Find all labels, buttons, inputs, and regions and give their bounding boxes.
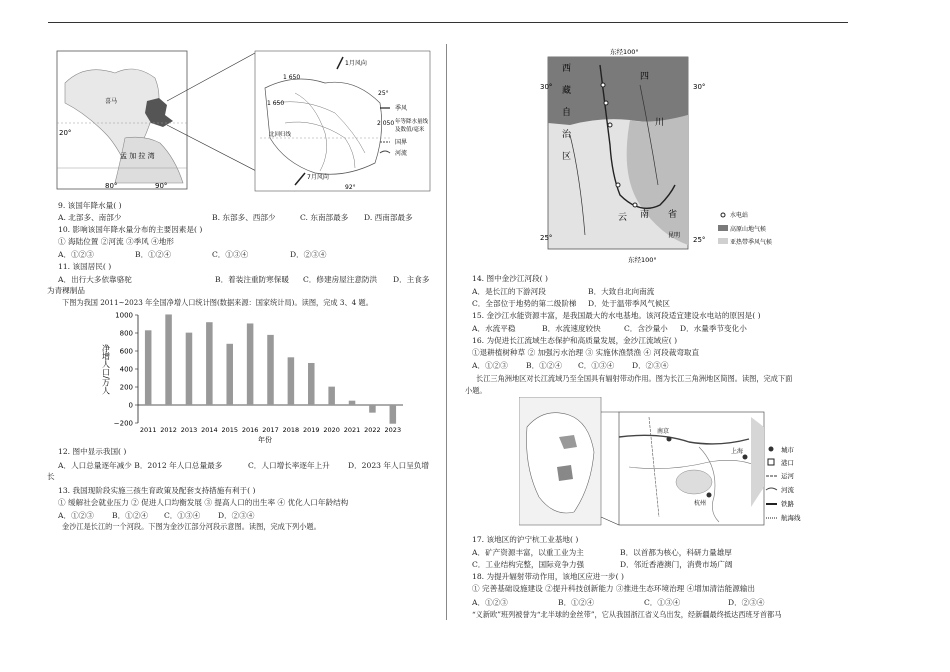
- chart-xtick-label: 2021: [343, 426, 361, 434]
- chart-xtick-label: 2015: [221, 426, 239, 434]
- lake-label: 喜马: [105, 98, 118, 105]
- chart-xtick-label: 2013: [180, 426, 198, 434]
- lat25-left: 25°: [540, 234, 553, 242]
- chart-bar: [226, 344, 233, 405]
- delta-intro: 长江三角洲地区对长江流域乃至全国具有辐射带动作用。图为长江三角洲地区简图。读图，完成下面: [476, 374, 793, 383]
- chart-ytick-label: 200: [119, 383, 133, 392]
- q13-stem: 13. 我国现阶段实施三孩生育政策及配套支持措施有利于( ): [58, 486, 256, 495]
- yangtze-delta-map: [519, 397, 844, 527]
- iso-label-3: 2 050: [377, 120, 395, 127]
- header-rule: [48, 22, 848, 23]
- q10-items: ① 海陆位置 ②河流 ③季风 ④地形: [58, 237, 174, 246]
- lat30-right: 30°: [693, 83, 706, 91]
- legend-port: 港口: [781, 459, 794, 467]
- lon-bottom: 东经100°: [628, 256, 657, 264]
- q13-items: ① 缓解社会就业压力 ② 促进人口均衡发展 ③ 提高人口的出生率 ④ 优化人口年龄结构: [58, 498, 349, 507]
- chart-xlabel: 年份: [258, 436, 272, 444]
- prov-char-3: 云: [618, 213, 628, 223]
- chart-bar: [349, 401, 356, 405]
- chart-bar: [369, 405, 376, 413]
- q11-option-d-cont: 为青稞制品: [47, 286, 85, 295]
- legend-canal: 运河: [781, 472, 794, 480]
- legend-river: 河流: [395, 150, 408, 157]
- q11-option-c[interactable]: C．修建房屋注意防洪: [303, 275, 378, 284]
- q14-option-b[interactable]: B．大致自北向南流: [588, 287, 655, 296]
- jan-wind-label: 1月风向: [345, 60, 367, 67]
- q13-option-a[interactable]: A．①②③: [58, 511, 94, 520]
- river-intro: 金沙江是长江的一个河段。下图为金沙江部分河段示意图。读图，完成下列小题。: [62, 522, 321, 531]
- region-char-4: 治: [562, 130, 572, 140]
- jinsha-river-map: [540, 45, 830, 265]
- q12-stem: 12. 图中显示我国( ): [58, 447, 127, 456]
- lon92-label: 92°: [345, 184, 356, 191]
- legend-power: 水电站: [730, 212, 749, 219]
- chart-bar: [308, 363, 315, 405]
- chart-bar: [390, 405, 397, 424]
- chart-bar: [206, 322, 213, 405]
- legend-iso2: 及数值/毫米: [395, 127, 425, 133]
- q10-option-b[interactable]: B．①②④: [135, 250, 171, 259]
- q18-option-b[interactable]: B．①②④: [558, 598, 594, 607]
- q9-stem: 9. 该国年降水量( ): [58, 201, 122, 210]
- chart-ytick-label: 800: [119, 329, 133, 338]
- q11-stem: 11. 该国居民( ): [58, 262, 112, 271]
- q14-option-a[interactable]: A．是长江的下游河段: [472, 287, 546, 296]
- q17-option-a[interactable]: A．矿产资源丰富，以重工业为主: [472, 548, 584, 557]
- q18-option-c[interactable]: C．①③④: [644, 598, 681, 607]
- column-divider: [446, 44, 447, 620]
- tropic-label: 北回归线: [269, 132, 292, 138]
- chart-ylabel: 净增人口/万人: [101, 344, 111, 395]
- q11-option-d[interactable]: D．主食多: [393, 275, 430, 284]
- chart-xtick-label: 2014: [201, 426, 218, 434]
- chart-xtick-label: 2019: [302, 426, 320, 434]
- bay-label: 孟 加 拉 湾: [120, 152, 155, 160]
- city-kunming: 昆明: [668, 232, 681, 239]
- prov-char-2: 川: [655, 118, 665, 128]
- q16-option-d[interactable]: D．②③④: [632, 361, 669, 370]
- city-hangzhou: 杭州: [694, 500, 707, 507]
- legend-monsoon: 季风: [395, 105, 408, 112]
- next-intro: “义新欧”班列被誉为“北半球的金丝带”，它从我国浙江省义乌出发，经新疆最终抵达西班牙首都马: [472, 610, 782, 619]
- city-shanghai: 上海: [731, 448, 744, 455]
- chart-xtick-label: 2016: [241, 426, 259, 434]
- q13-option-d[interactable]: D．②③④: [218, 511, 255, 520]
- q9-option-a[interactable]: A. 北部多、南部少: [58, 213, 122, 222]
- chart-bar: [165, 314, 172, 405]
- legend-subtropic: 亚热带季风气候: [730, 239, 773, 246]
- chart-bar: [267, 335, 274, 405]
- legend-rail: 铁路: [781, 500, 794, 508]
- q10-option-c[interactable]: C．①③④: [212, 250, 249, 259]
- q17-stem: 17. 该地区的沪宁杭工业基地( ): [472, 535, 579, 544]
- lon90-label: 90°: [155, 182, 168, 190]
- q16-option-a[interactable]: A．①②③: [472, 361, 508, 370]
- q9-option-b[interactable]: B. 东部多、西部少: [212, 213, 276, 222]
- lon-top: 东经100°: [610, 48, 639, 56]
- q17-option-d[interactable]: D．邻近香港澳门，消费市场广阔: [620, 560, 733, 569]
- chart-bar: [288, 357, 295, 405]
- iso-label-2: 1 650: [267, 100, 285, 107]
- q17-option-b[interactable]: B．以首都为核心，科研力量雄厚: [620, 548, 732, 557]
- prov-char-1: 四: [640, 72, 650, 82]
- chart-xtick-label: 2020: [323, 426, 340, 434]
- q12-option-d-cont: 长: [47, 472, 55, 481]
- chart-bar: [186, 333, 193, 405]
- prov-char-4: 南: [640, 210, 650, 220]
- region-char-1: 西: [562, 64, 572, 74]
- q15-option-c[interactable]: C．含沙量小: [624, 324, 668, 333]
- region-char-5: 区: [562, 152, 572, 162]
- july-wind-label: 7月风向: [307, 174, 329, 181]
- chart-ytick-label: 0: [128, 401, 133, 410]
- legend-city: 城市: [781, 446, 794, 454]
- lat25-label: 25°: [378, 90, 389, 97]
- legend-border: 国界: [395, 139, 408, 146]
- chart-ytick-label: −200: [113, 419, 133, 428]
- chart-bar: [247, 323, 254, 405]
- q11-option-a[interactable]: A．出行大多依靠骆驼: [58, 275, 132, 284]
- chart-ytick-label: 1000: [115, 311, 133, 320]
- chart-intro: 下图为我国 2011~2023 年全国净增人口统计图(数据来源：国家统计局)。读图，完成 3、4 题。: [62, 298, 373, 307]
- chart-xtick-label: 2017: [262, 426, 279, 434]
- q15-option-b[interactable]: B．水流速度较快: [542, 324, 601, 333]
- q17-option-c[interactable]: C．工业结构完整，国际竞争力强: [472, 560, 585, 569]
- q11-option-b[interactable]: B．着装注重防寒保暖: [215, 275, 289, 284]
- q10-stem: 10. 影响该国年降水量分布的主要因素是( ): [58, 225, 203, 234]
- prov-char-5: 省: [668, 210, 678, 220]
- q15-option-a[interactable]: A．水流平稳: [472, 324, 516, 333]
- q15-stem: 15. 金沙江水能资源丰富，是我国最大的水电基地。该河段适宜建设水电站的原因是( ): [472, 311, 761, 320]
- q16-items: ①退耕植树种草 ② 加强污水治理 ③ 实施休渔禁渔 ④ 河段裁弯取直: [472, 348, 700, 357]
- q16-stem: 16. 为促进长江流域生态保护和高质量发展，金沙江流域应( ): [472, 336, 678, 345]
- q10-option-d[interactable]: D．②③④: [290, 250, 327, 259]
- chart-xtick-label: 2022: [364, 426, 381, 434]
- q12-option-c[interactable]: C．人口增长率逐年上升: [248, 461, 330, 470]
- chart-xtick-label: 2018: [282, 426, 300, 434]
- q12-option-ab[interactable]: A．人口总量逐年减少 B．2012 年人口总量最多: [58, 461, 223, 470]
- q18-option-d[interactable]: D．②③④: [728, 598, 765, 607]
- q13-option-b[interactable]: B．①②④: [112, 511, 148, 520]
- q18-items: ① 完善基础设施建设 ②提升科技创新能力 ③推进生态环境治理 ④增加清洁能源输出: [472, 584, 756, 593]
- precipitation-map: [55, 43, 435, 193]
- q10-option-a[interactable]: A．①②③: [58, 250, 94, 259]
- q14-option-c[interactable]: C．全部位于地势的第二级阶梯: [472, 299, 577, 308]
- delta-intro-cont: 小题。: [465, 386, 487, 395]
- iso-label-1: 1 650: [283, 74, 301, 81]
- chart-bar: [145, 330, 152, 405]
- chart-xtick-label: 2011: [139, 426, 157, 434]
- chart-xtick-label: 2023: [384, 426, 402, 434]
- chart-ytick-label: 600: [119, 347, 133, 356]
- q18-stem: 18. 为提升辐射带动作用，该地区应进一步( ): [472, 572, 624, 581]
- chart-xtick-label: 2012: [160, 426, 177, 434]
- legend-iso: 年等降水量线: [395, 119, 429, 125]
- lat30-left: 30°: [540, 83, 553, 91]
- legend-plateau: 高原山地气候: [730, 226, 767, 233]
- q15-option-d[interactable]: D．水量季节变化小: [680, 324, 747, 333]
- lat25-right: 25°: [693, 236, 706, 244]
- city-nanjing: 南京: [657, 428, 670, 435]
- q13-option-c[interactable]: C．①③④: [164, 511, 201, 520]
- region-char-3: 自: [562, 108, 572, 118]
- lon80-label: 80°: [105, 182, 118, 190]
- q9-option-d[interactable]: D. 西南部最多: [364, 213, 413, 222]
- chart-ytick-label: 400: [119, 365, 133, 374]
- population-chart: [98, 309, 410, 445]
- q9-option-c[interactable]: C. 东南部最多: [300, 213, 349, 222]
- q16-option-b[interactable]: B．①②④: [526, 361, 562, 370]
- q16-option-c[interactable]: C．①③④: [578, 361, 615, 370]
- chart-bar: [328, 387, 335, 405]
- region-char-2: 藏: [562, 86, 572, 96]
- q12-option-d[interactable]: D．2023 年人口呈负增: [348, 461, 429, 470]
- lat20-label: 20°: [59, 129, 72, 137]
- q14-option-d[interactable]: D．处于温带季风气候区: [588, 299, 671, 308]
- legend-route: 航海线: [781, 514, 801, 522]
- legend-river: 河流: [781, 486, 794, 494]
- q18-option-a[interactable]: A．①②③: [472, 598, 508, 607]
- q14-stem: 14. 图中金沙江河段( ): [472, 274, 548, 283]
